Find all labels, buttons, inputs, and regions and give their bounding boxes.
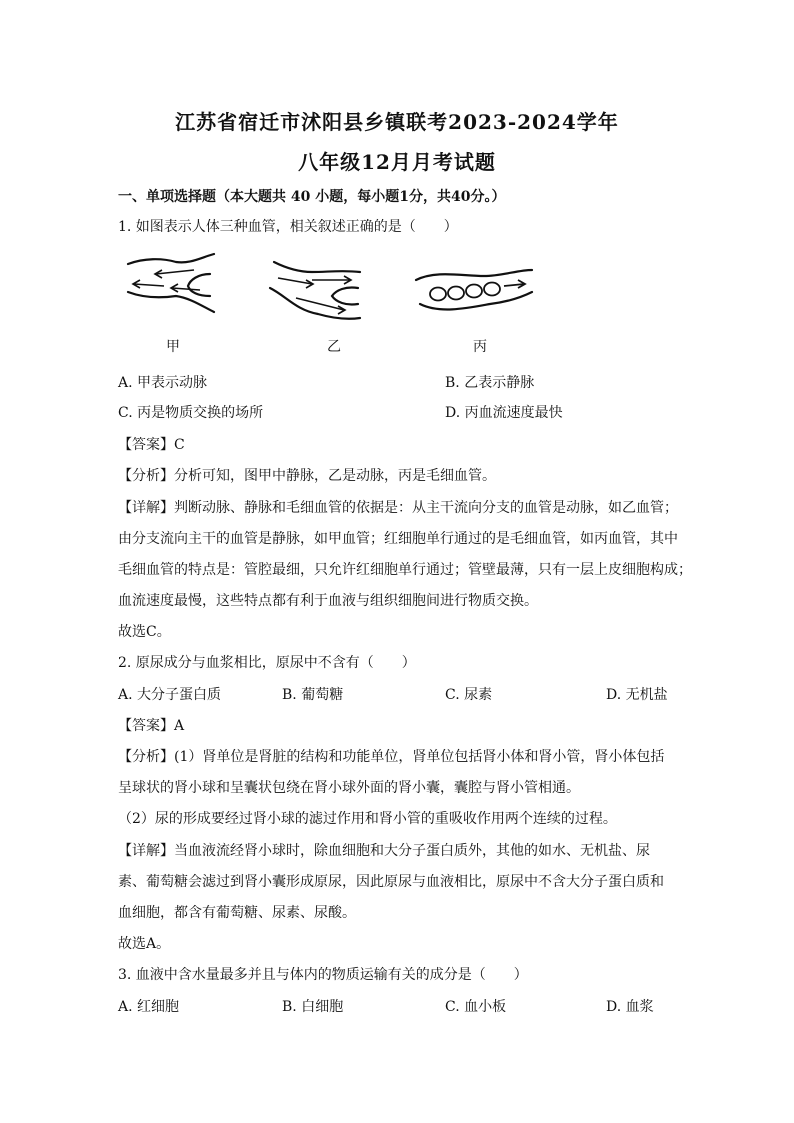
figure-label-jia: 甲 (166, 339, 180, 355)
q2-detail-line-3: 血细胞，都含有葡萄糖、尿素、尿酸。 (118, 905, 356, 921)
q1-detail-line-3: 毛细血管的特点是：管腔最细，只允许红细胞单行通过；管壁最薄，只有一层上皮细胞构成； (118, 562, 692, 578)
figure-label-bing: 丙 (473, 339, 487, 355)
capillary-figure-icon (412, 268, 536, 318)
q1-option-c: C. 丙是物质交换的场所 (118, 405, 264, 421)
q3-stem: 3. 血液中含水量最多并且与体内的物质运输有关的成分是（ ） (118, 967, 528, 983)
q1-option-d: D. 丙血流速度最快 (445, 405, 563, 421)
q1-detail-line-1: 【详解】判断动脉、静脉和毛细血管的依据是：从主干流向分支的血管是动脉，如乙血管； (118, 500, 678, 516)
q2-analysis-line-2: 呈球状的肾小球和呈囊状包绕在肾小球外面的肾小囊，囊腔与肾小管相通。 (118, 780, 580, 796)
document-title-line1: 江苏省宿迁市沭阳县乡镇联考2023-2024学年 (175, 110, 619, 134)
q2-option-d: D. 无机盐 (606, 687, 668, 703)
vein-figure-icon (122, 252, 222, 316)
q2-answer: 【答案】A (118, 718, 185, 734)
q1-option-b: B. 乙表示静脉 (445, 375, 535, 391)
q1-detail-line-4: 血流速度最慢，这些特点都有利于血液与组织细胞间进行物质交换。 (118, 593, 538, 609)
q2-detail-line-1: 【详解】当血液流经肾小球时，除血细胞和大分子蛋白质外，其他的如水、无机盐、尿 (118, 843, 650, 859)
q1-stem: 1. 如图表示人体三种血管，相关叙述正确的是（ ） (118, 219, 458, 235)
q3-option-c: C. 血小板 (445, 999, 507, 1015)
q2-analysis-line-1: 【分析】(1）肾单位是肾脏的结构和功能单位，肾单位包括肾小体和肾小管，肾小体包括 (118, 749, 665, 765)
figure-label-yi: 乙 (327, 339, 341, 355)
q3-option-d: D. 血浆 (606, 999, 654, 1015)
q2-option-c: C. 尿素 (445, 687, 493, 703)
q2-option-a: A. 大分子蛋白质 (118, 687, 222, 703)
q1-detail-line-2: 由分支流向主干的血管是静脉，如甲血管；红细胞单行通过的是毛细血管，如丙血管，其中 (118, 531, 678, 547)
q1-answer: 【答案】C (118, 437, 185, 453)
q3-option-b: B. 白细胞 (282, 999, 344, 1015)
q1-option-a: A. 甲表示动脉 (118, 375, 208, 391)
q2-analysis-line-3: （2）尿的形成要经过肾小球的滤过作用和肾小管的重吸收作用两个连续的过程。 (118, 811, 617, 827)
q2-conclusion: 故选A。 (118, 936, 171, 952)
q1-conclusion: 故选C。 (118, 624, 171, 640)
q1-analysis: 【分析】分析可知，图甲中静脉，乙是动脉，丙是毛细血管。 (118, 468, 496, 484)
q2-detail-line-2: 素、葡萄糖会滤过到肾小囊形成原尿，因此原尿与血液相比，原尿中不含大分子蛋白质和 (118, 874, 664, 890)
section-heading: 一、单项选择题（本大题共 40 小题，每小题1分，共40分。） (118, 189, 506, 205)
q2-stem: 2. 原尿成分与血浆相比，原尿中不含有（ ） (118, 655, 416, 671)
artery-figure-icon (266, 258, 366, 322)
q3-option-a: A. 红细胞 (118, 999, 180, 1015)
document-title-line2: 八年级12月月考试题 (298, 150, 496, 174)
q2-option-b: B. 葡萄糖 (282, 687, 344, 703)
